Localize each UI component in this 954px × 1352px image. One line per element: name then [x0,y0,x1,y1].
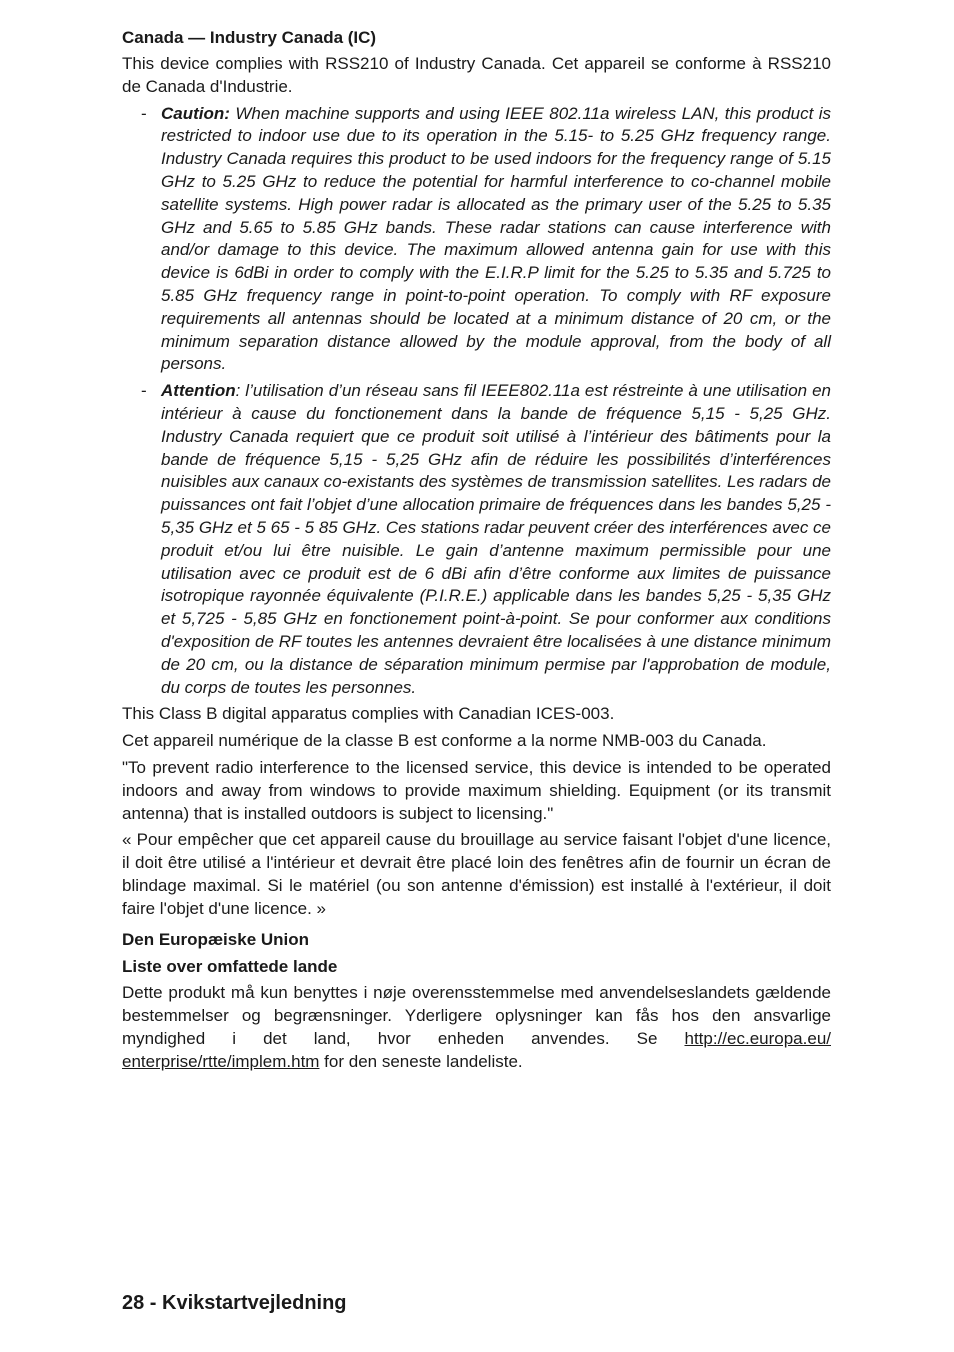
licensing-english: "To prevent radio interference to the licensed service, this device is intended to be operated indoors and away from windows to provide maximum shielding. Equipment (or its transmit antenna) that is installed outdoors is subject to licensing." [122,757,831,823]
canada-intro: This device complies with RSS210 of Industry Canada. Cet appareil se conforme à RSS210 de Canada d'Industrie. [122,54,831,96]
eu-body-tail: for den seneste landeliste. [319,1051,523,1071]
page-footer: 28 - Kvikstartvejledning [122,1292,347,1314]
document-page [122,26,831,1078]
bullet-dash: - [141,381,147,401]
eu-body-text: Dette produkt må kun benyttes i nøje overensstemmelse med anvendelseslandets gældende bestemmelser og begrænsninger. Yderligere oplysninger kan fås hos den ansvarlige myndighed i det land, hvor enheden anvendes. Se [122,983,831,1049]
canada-heading: Canada — Industry Canada (IC) [122,28,377,47]
ices-english: This Class B digital apparatus complies with Canadian ICES-003. [122,704,615,724]
eu-heading: Den Europæiske Union [122,930,310,950]
caution-label: Caution: [161,103,230,123]
attention-bullet [122,380,831,699]
eu-country-list-link[interactable]: http://ec.europa.eu/ enterprise/rtte/implem.htm [122,1029,831,1071]
attention-label: Attention [161,381,236,401]
eu-body [122,982,831,1073]
eu-subheading: Liste over omfattede lande [122,957,338,977]
bullet-dash: - [141,103,147,123]
licensing-french: « Pour empêcher que cet appareil cause du brouillage au service faisant l'objet d'une licence, il doit être utilisé a l'intérieur et devrait être placé loin des fenêtres afin de fournir un écran de blindage maximal. Si le matériel (ou son antenne d'émission) est installé à l'extérieur, il doit faire l'objet d'une licence. » [122,830,831,918]
caution-text: When machine supports and using IEEE 802.11a wireless LAN, this product is restricted to indoor use due to its operation in the 5.15- to 5.25 GHz frequency range. Industry Canada requires this product to be used indoors for the frequency range of 5.15 GHz to 5.25 GHz to reduce the potential for harmful interference to co-channel mobile satellite systems. High power radar is allocated as the primary user of the 5.25 to 5.35 GHz and 5.65 to 5.85 GHz bands. These radar stations can cause interference with and/or damage to this device. The maximum allowed antenna gain for use with this device is 6dBi in order to comply with the E.I.R.P limit for the 5.25 to 5.35 and 5.725 to 5.85 GHz frequency range in point-to-point operation. To comply with RF exposure requirements all antennas should be located at a minimum distance of 20 cm, or the minimum separation distance allowed by the module approval, from the body of all persons. [161,103,831,374]
attention-text: : l’utilisation d’un réseau sans fil IEEE802.11a est réstreinte à une utilisation en intérieur à cause du fonctionement dans la bande de fréquence 5,15 - 5,25 GHz. Industry Canada requiert que ce produit soit utilisé à l’intérieur des bâtiments pour la bande de fréquence 5,15 - 5,25 GHz afin de réduire les possibilités d’interférences nuisibles aux canaux co-existants des systèmes de transmission satellites. Les radars de puissances ont fait l’objet d’une allocation primaire de fréquences dans les bandes 5,25 - 5,35 GHz et 5 65 - 5 85 GHz. Ces stations radar peuvent créer des interférences avec ce produit et/ou lui être nuisible. Le gain d’antenne maximum permissible pour une utilisation avec ce produit est de 6 dBi afin d’être conforme aux limites de puissance isotropique rayonnée équivalente (P.I.R.E.) applicable dans les bandes 5,25 - 5,35 GHz et 5,725 - 5,85 GHz en fonctionement point-à-point. Se pour conformer aux conditions d'exposition de RF toutes les antennes devraient être localisées à une distance minimum de 20 cm, ou la distance de séparation minimum permise par l'approbation de module, du corps de toutes les personnes. [161,381,831,697]
ices-french: Cet appareil numérique de la classe B est conforme a la norme NMB-003 du Canada. [122,731,767,751]
caution-bullet [122,103,831,377]
canada-bullet-list [122,103,831,700]
